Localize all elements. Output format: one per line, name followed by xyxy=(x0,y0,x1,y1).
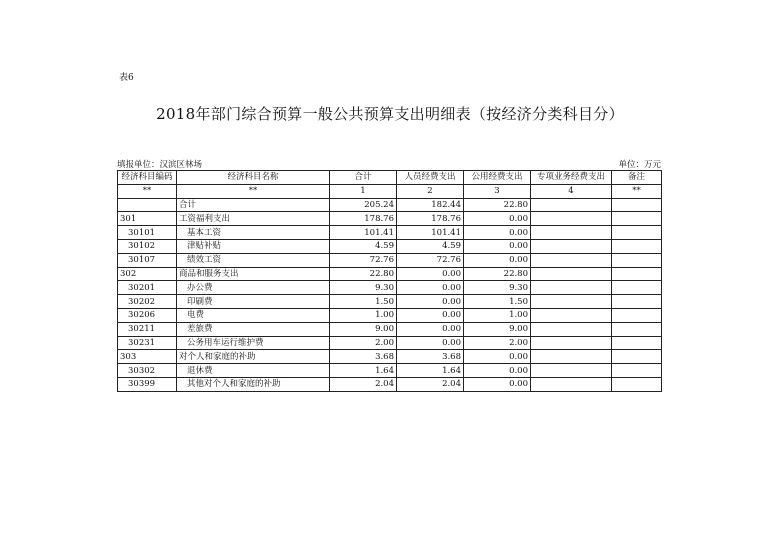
name-cell: 印刷费 xyxy=(177,295,330,309)
name-cell: 差旅费 xyxy=(177,322,330,336)
total-cell: 9.00 xyxy=(330,322,397,336)
table-row xyxy=(118,336,662,350)
note-cell xyxy=(612,350,662,364)
special-cell xyxy=(531,239,612,253)
special-cell xyxy=(531,253,612,267)
table-body xyxy=(118,198,662,391)
reporting-unit: 填报单位：汉滨区林场 xyxy=(117,160,203,170)
total-cell: 178.76 xyxy=(330,212,397,226)
personnel-cell: 2.04 xyxy=(397,377,464,391)
note-cell xyxy=(612,253,662,267)
code-cell: 30231 xyxy=(118,336,177,350)
total-cell: 1.00 xyxy=(330,308,397,322)
code-cell: 30206 xyxy=(118,308,177,322)
table-row xyxy=(118,364,662,378)
public-cell: 0.00 xyxy=(464,350,531,364)
code-cell: 30302 xyxy=(118,364,177,378)
table-row xyxy=(118,322,662,336)
index-cell: 1 xyxy=(330,184,397,198)
total-cell: 72.76 xyxy=(330,253,397,267)
personnel-cell: 0.00 xyxy=(397,267,464,281)
header-cell: 公用经费支出 xyxy=(464,171,531,185)
name-cell: 工资福利支出 xyxy=(177,212,330,226)
note-cell xyxy=(612,295,662,309)
name-cell: 合计 xyxy=(177,198,330,212)
personnel-cell: 4.59 xyxy=(397,239,464,253)
name-cell: 津贴补贴 xyxy=(177,239,330,253)
index-cell: 3 xyxy=(464,184,531,198)
table-row xyxy=(118,226,662,240)
public-cell: 1.50 xyxy=(464,295,531,309)
personnel-cell: 1.64 xyxy=(397,364,464,378)
special-cell xyxy=(531,322,612,336)
public-cell: 0.00 xyxy=(464,239,531,253)
special-cell xyxy=(531,267,612,281)
table-row xyxy=(118,308,662,322)
code-cell: 30202 xyxy=(118,295,177,309)
code-cell: 30101 xyxy=(118,226,177,240)
special-cell xyxy=(531,364,612,378)
header-cell: 备注 xyxy=(612,171,662,185)
code-cell: 30102 xyxy=(118,239,177,253)
currency-unit: 单位：万元 xyxy=(618,160,661,170)
table-row xyxy=(118,212,662,226)
index-cell: ** xyxy=(177,184,330,198)
total-cell: 4.59 xyxy=(330,239,397,253)
name-cell: 其他对个人和家庭的补助 xyxy=(177,377,330,391)
public-cell: 0.00 xyxy=(464,253,531,267)
table-row xyxy=(118,295,662,309)
code-cell: 303 xyxy=(118,350,177,364)
table-row xyxy=(118,350,662,364)
special-cell xyxy=(531,295,612,309)
table-row xyxy=(118,198,662,212)
index-cell: ** xyxy=(118,184,177,198)
personnel-cell: 0.00 xyxy=(397,336,464,350)
public-cell: 0.00 xyxy=(464,226,531,240)
name-cell: 公务用车运行维护费 xyxy=(177,336,330,350)
total-cell: 205.24 xyxy=(330,198,397,212)
table-row xyxy=(118,253,662,267)
code-cell: 301 xyxy=(118,212,177,226)
note-cell xyxy=(612,212,662,226)
index-cell: 4 xyxy=(531,184,612,198)
note-cell xyxy=(612,336,662,350)
public-cell: 0.00 xyxy=(464,377,531,391)
total-cell: 2.00 xyxy=(330,336,397,350)
total-cell: 3.68 xyxy=(330,350,397,364)
personnel-cell: 0.00 xyxy=(397,322,464,336)
note-cell xyxy=(612,308,662,322)
note-cell xyxy=(612,239,662,253)
public-cell: 9.30 xyxy=(464,281,531,295)
note-cell xyxy=(612,226,662,240)
name-cell: 退休费 xyxy=(177,364,330,378)
total-cell: 2.04 xyxy=(330,377,397,391)
personnel-cell: 3.68 xyxy=(397,350,464,364)
total-cell: 1.50 xyxy=(330,295,397,309)
name-cell: 商品和服务支出 xyxy=(177,267,330,281)
note-cell xyxy=(612,267,662,281)
table-row xyxy=(118,267,662,281)
note-cell xyxy=(612,198,662,212)
table-row xyxy=(118,239,662,253)
code-cell: 302 xyxy=(118,267,177,281)
name-cell: 对个人和家庭的补助 xyxy=(177,350,330,364)
header-cell: 经济科目编码 xyxy=(118,171,177,185)
special-cell xyxy=(531,336,612,350)
header-row xyxy=(118,171,662,185)
public-cell: 22.80 xyxy=(464,267,531,281)
code-cell: 30201 xyxy=(118,281,177,295)
total-cell: 101.41 xyxy=(330,226,397,240)
name-cell: 电费 xyxy=(177,308,330,322)
header-cell: 经济科目名称 xyxy=(177,171,330,185)
header-cell: 人员经费支出 xyxy=(397,171,464,185)
public-cell: 1.00 xyxy=(464,308,531,322)
public-cell: 0.00 xyxy=(464,364,531,378)
table-number: 表6 xyxy=(119,73,134,83)
budget-table xyxy=(117,170,662,392)
index-cell: ** xyxy=(612,184,662,198)
total-cell: 22.80 xyxy=(330,267,397,281)
public-cell: 2.00 xyxy=(464,336,531,350)
total-cell: 9.30 xyxy=(330,281,397,295)
personnel-cell: 178.76 xyxy=(397,212,464,226)
special-cell xyxy=(531,198,612,212)
personnel-cell: 72.76 xyxy=(397,253,464,267)
public-cell: 0.00 xyxy=(464,212,531,226)
code-cell: 30211 xyxy=(118,322,177,336)
note-cell xyxy=(612,322,662,336)
special-cell xyxy=(531,281,612,295)
note-cell xyxy=(612,281,662,295)
header-cell: 专项业务经费支出 xyxy=(531,171,612,185)
name-cell: 绩效工资 xyxy=(177,253,330,267)
personnel-cell: 182.44 xyxy=(397,198,464,212)
special-cell xyxy=(531,226,612,240)
code-cell: 30107 xyxy=(118,253,177,267)
note-cell xyxy=(612,377,662,391)
index-row xyxy=(118,184,662,198)
code-cell xyxy=(118,198,177,212)
personnel-cell: 0.00 xyxy=(397,295,464,309)
note-cell xyxy=(612,364,662,378)
personnel-cell: 0.00 xyxy=(397,308,464,322)
public-cell: 9.00 xyxy=(464,322,531,336)
index-cell: 2 xyxy=(397,184,464,198)
personnel-cell: 0.00 xyxy=(397,281,464,295)
special-cell xyxy=(531,212,612,226)
table-row xyxy=(118,377,662,391)
name-cell: 办公费 xyxy=(177,281,330,295)
special-cell xyxy=(531,350,612,364)
header-cell: 合计 xyxy=(330,171,397,185)
document-title: 2018年部门综合预算一般公共预算支出明细表（按经济分类科目分） xyxy=(156,105,624,123)
personnel-cell: 101.41 xyxy=(397,226,464,240)
special-cell xyxy=(531,377,612,391)
code-cell: 30399 xyxy=(118,377,177,391)
table-row xyxy=(118,281,662,295)
total-cell: 1.64 xyxy=(330,364,397,378)
public-cell: 22.80 xyxy=(464,198,531,212)
special-cell xyxy=(531,308,612,322)
name-cell: 基本工资 xyxy=(177,226,330,240)
